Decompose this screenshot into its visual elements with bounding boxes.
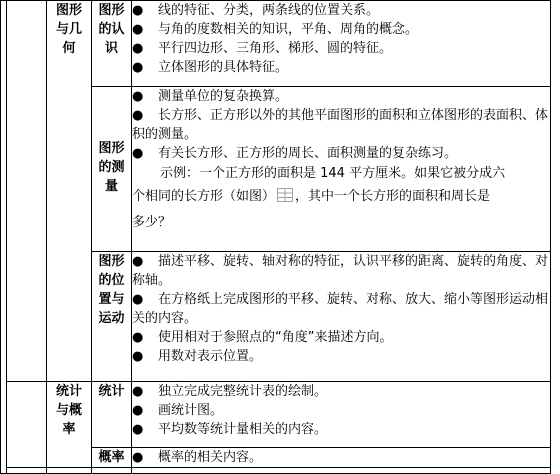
list-item bbox=[132, 448, 550, 467]
list-item-text: 与角的度数相关的知识，平角、周角的概念。 bbox=[158, 22, 419, 37]
list-item bbox=[132, 144, 550, 163]
sub-statistics-label: 统计 bbox=[98, 384, 125, 399]
list-item-text: 独立完成完整统计表的绘制。 bbox=[158, 384, 328, 399]
bullet-icon: ● bbox=[132, 3, 144, 18]
bullet-icon: ● bbox=[132, 403, 144, 418]
sub-probability-label: 概率 bbox=[98, 450, 125, 465]
example-text-a: 个相同的长方形（如图） bbox=[132, 189, 276, 204]
trailing-cell bbox=[92, 468, 132, 474]
list-item bbox=[132, 347, 550, 366]
trailing-cell bbox=[47, 468, 92, 474]
bullet-icon: ● bbox=[132, 89, 144, 104]
sub-measurement-label: 图形的测量 bbox=[98, 141, 125, 194]
sub-probability bbox=[92, 448, 132, 468]
trailing-cell bbox=[7, 468, 47, 474]
divided-square-icon bbox=[277, 188, 293, 202]
list-item bbox=[132, 1, 550, 20]
sub-position bbox=[92, 252, 132, 382]
list-item-text: 使用相对于参照点的“角度”来描述方向。 bbox=[158, 330, 393, 345]
bullet-icon: ● bbox=[132, 422, 144, 437]
list-item bbox=[132, 87, 550, 106]
sub-statistics bbox=[92, 382, 132, 448]
list-item bbox=[132, 401, 550, 420]
sub-position-label: 图形的位置与运动 bbox=[98, 254, 125, 326]
list-item-text: 有关长方形、正方形的周长、面积测量的复杂练习。 bbox=[158, 146, 458, 161]
content-position bbox=[132, 252, 551, 382]
list-item bbox=[132, 252, 550, 290]
bullet-icon: ● bbox=[132, 41, 144, 56]
bullet-icon: ● bbox=[132, 450, 144, 465]
list-item bbox=[132, 420, 550, 439]
trailing-cell bbox=[132, 468, 551, 474]
list-item-text: 用数对表示位置。 bbox=[158, 349, 263, 364]
blank-cell bbox=[7, 1, 47, 382]
list-item bbox=[132, 328, 550, 347]
content-recognition bbox=[132, 1, 551, 87]
list-item bbox=[132, 58, 550, 77]
list-item-text: 在方格纸上完成图形的平移、旋转、对称、放大、缩小等图形运动相关的内容。 bbox=[132, 292, 549, 326]
list-item bbox=[132, 290, 550, 328]
sub-recognition-label: 图形的认识 bbox=[98, 3, 125, 56]
list-item-text: 平均数等统计量相关的内容。 bbox=[158, 422, 328, 437]
content-statistics bbox=[132, 382, 551, 448]
list-item bbox=[132, 20, 550, 39]
bullet-icon: ● bbox=[132, 108, 144, 123]
row-stats-statistics bbox=[1, 382, 551, 448]
list-item-text: 测量单位的复杂换算。 bbox=[158, 89, 289, 104]
content-measurement bbox=[132, 87, 551, 252]
example-line-2 bbox=[132, 184, 550, 210]
list-item-text: 画统计图。 bbox=[158, 403, 224, 418]
row-geometry-recognition bbox=[1, 1, 551, 87]
example-line-1: 示例：一个正方形的面积是 144 平方厘米。如果它被分成六 bbox=[160, 166, 506, 181]
list-item bbox=[132, 106, 550, 144]
bullet-icon: ● bbox=[132, 60, 144, 75]
sub-measurement bbox=[92, 87, 132, 252]
row-trailing bbox=[1, 468, 551, 474]
list-item-text: 平行四边形、三角形、梯形、圆的特征。 bbox=[158, 41, 393, 56]
list-item-text-body: 长方形、正方形以外的其他平面图形的面积和立体图形的表面积、体积的测量。 bbox=[132, 108, 549, 142]
list-item-text: 线的特征、分类，两条线的位置关系。 bbox=[158, 3, 380, 18]
blank-cell bbox=[7, 382, 47, 468]
domain-geometry-label: 图形与几何 bbox=[55, 3, 82, 56]
list-item bbox=[132, 382, 550, 401]
bullet-icon: ● bbox=[132, 330, 144, 345]
domain-geometry bbox=[47, 1, 92, 382]
list-item-text bbox=[132, 106, 550, 144]
list-item-text: 立体图形的具体特征。 bbox=[158, 60, 289, 75]
bullet-icon: ● bbox=[132, 349, 144, 364]
example-text-b: ，其中一个长方形的面积和周长是 bbox=[295, 189, 491, 204]
sub-recognition bbox=[92, 1, 132, 87]
domain-stats bbox=[47, 382, 92, 468]
list-item bbox=[132, 39, 550, 58]
bullet-icon: ● bbox=[132, 22, 144, 37]
domain-stats-label: 统计与概率 bbox=[55, 384, 82, 437]
list-item-text: 描述平移、旋转、轴对称的特征，认识平移的距离、旋转的角度、对称轴。 bbox=[132, 254, 549, 288]
list-item-text: 概率的相关内容。 bbox=[158, 450, 263, 465]
bullet-icon: ● bbox=[132, 384, 144, 399]
bullet-icon: ● bbox=[132, 254, 144, 269]
bullet-icon: ● bbox=[132, 292, 144, 307]
example-line-3: 多少？ bbox=[132, 215, 172, 230]
bullet-icon: ● bbox=[132, 146, 144, 161]
content-probability bbox=[132, 448, 551, 468]
